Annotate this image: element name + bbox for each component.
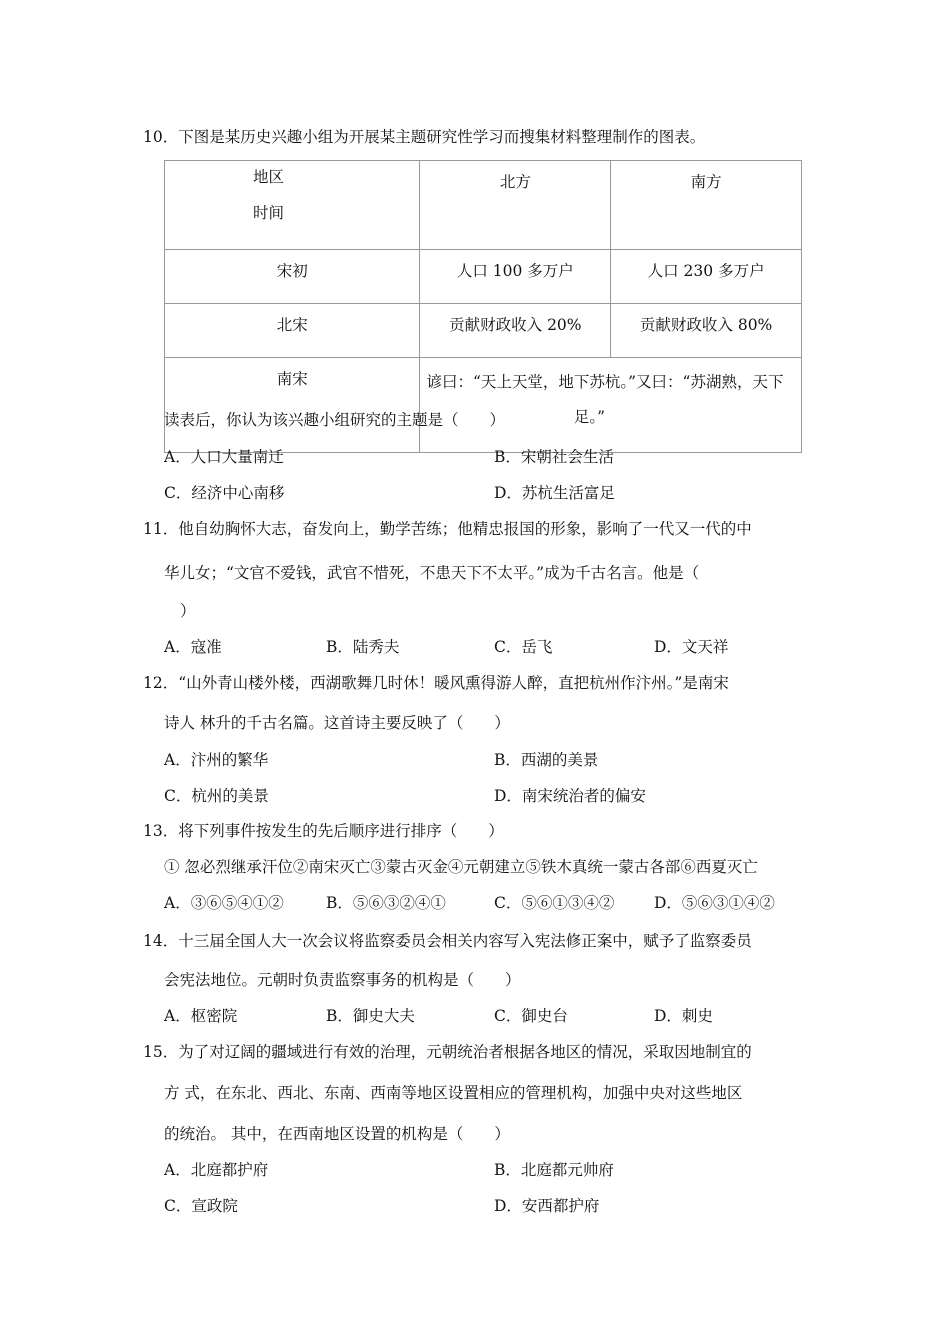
q13-line-1: 13．将下列事件按发生的先后顺序进行排序（ ） — [143, 822, 504, 840]
q12-line-2: 诗人 林升的千古名篇。这首诗主要反映了（ ） — [164, 714, 510, 732]
q12-option-a[interactable]: A．汴州的繁华 — [164, 751, 269, 769]
q10-option-d[interactable]: D．苏杭生活富足 — [494, 484, 615, 502]
q11-line-2: 华儿女；“文官不爱钱，武官不惜死，不患天下不太平。”成为千古名言。他是（ — [164, 564, 700, 582]
cell-south: 贡献财政收入 80% — [611, 304, 802, 358]
q10-option-c[interactable]: C．经济中心南移 — [164, 484, 285, 502]
q10-question: 读表后，你认为该兴趣小组研究的主题是（ ） — [164, 411, 506, 429]
q10-option-b[interactable]: B．宋朝社会生活 — [494, 448, 614, 466]
q13-option-a[interactable]: A．③⑥⑤④①② — [164, 894, 284, 912]
q13-option-c[interactable]: C．⑤⑥①③④② — [494, 894, 615, 912]
q15-option-c[interactable]: C．宣政院 — [164, 1197, 238, 1215]
table-row — [165, 358, 802, 453]
q10-option-a[interactable]: A．人口大量南迁 — [164, 448, 284, 466]
q12-option-b[interactable]: B．西湖的美景 — [494, 751, 599, 769]
table-header-corner — [165, 161, 420, 250]
q15-line-2: 方 式，在东北、西北、东南、西南等地区设置相应的管理机构，加强中央对这些地区 — [164, 1084, 743, 1102]
cell-south: 人口 230 多万户 — [611, 250, 802, 304]
q12-option-d[interactable]: D．南宋统治者的偏安 — [494, 787, 646, 805]
q15-line-3: 的统治。 其中，在西南地区设置的机构是（ ） — [164, 1125, 510, 1143]
q11-option-c[interactable]: C．岳飞 — [494, 638, 553, 656]
q14-line-2: 会宪法地位。元朝时负责监察事务的机构是（ ） — [164, 971, 521, 989]
q13-option-b[interactable]: B．⑤⑥③②④① — [326, 894, 446, 912]
q11-line-1: 11．他自幼胸怀大志，奋发向上，勤学苦练；他精忠报国的形象，影响了一代又一代的中 — [143, 520, 752, 538]
q14-option-b[interactable]: B．御史大夫 — [326, 1007, 415, 1025]
cell-proverb — [420, 358, 802, 453]
q15-line-1: 15．为了对辽阔的疆域进行有效的治理，元朝统治者根据各地区的情况，采取因地制宜的 — [143, 1043, 752, 1061]
header-region: 地区 — [253, 168, 285, 186]
q14-option-a[interactable]: A．枢密院 — [164, 1007, 238, 1025]
cell-time: 宋初 — [165, 250, 420, 304]
q13-option-d[interactable]: D．⑤⑥③①④② — [654, 894, 775, 912]
header-north: 北方 — [420, 161, 611, 250]
q10-stem: 10．下图是某历史兴趣小组为开展某主题研究性学习而搜集材料整理制作的图表。 — [143, 128, 706, 146]
q13-line-2: ① 忽必烈继承汗位②南宋灭亡③蒙古灭金④元朝建立⑤铁木真统一蒙古各部⑥西夏灭亡 — [164, 858, 758, 876]
q14-line-1: 14．十三届全国人大一次会议将监察委员会相关内容写入宪法修正案中，赋予了监察委员 — [143, 932, 752, 950]
q11-line-3: ） — [180, 602, 196, 620]
cell-north: 人口 100 多万户 — [420, 250, 611, 304]
q14-option-d[interactable]: D．刺史 — [654, 1007, 713, 1025]
q14-option-c[interactable]: C．御史台 — [494, 1007, 568, 1025]
cell-time: 南宋 — [165, 358, 420, 453]
q12-line-1: 12．“山外青山楼外楼，西湖歌舞几时休！暖风熏得游人醉，直把杭州作汴州。”是南宋 — [143, 674, 729, 692]
proverb-line-1: 谚曰：“天上天堂，地下苏杭。”又曰：“苏湖熟，天下 — [426, 373, 784, 391]
q11-option-d[interactable]: D．文天祥 — [654, 638, 729, 656]
cell-north: 贡献财政收入 20% — [420, 304, 611, 358]
q15-option-a[interactable]: A．北庭都护府 — [164, 1161, 269, 1179]
header-south: 南方 — [611, 161, 802, 250]
header-time: 时间 — [253, 204, 285, 222]
proverb-line-2: 足。” — [573, 408, 605, 426]
q15-option-b[interactable]: B．北庭都元帅府 — [494, 1161, 614, 1179]
cell-time: 北宋 — [165, 304, 420, 358]
q12-option-c[interactable]: C．杭州的美景 — [164, 787, 269, 805]
table-row — [165, 304, 802, 358]
q11-option-a[interactable]: A．寇准 — [164, 638, 222, 656]
table-row — [165, 250, 802, 304]
q15-option-d[interactable]: D．安西都护府 — [494, 1197, 600, 1215]
q11-option-b[interactable]: B．陆秀夫 — [326, 638, 400, 656]
